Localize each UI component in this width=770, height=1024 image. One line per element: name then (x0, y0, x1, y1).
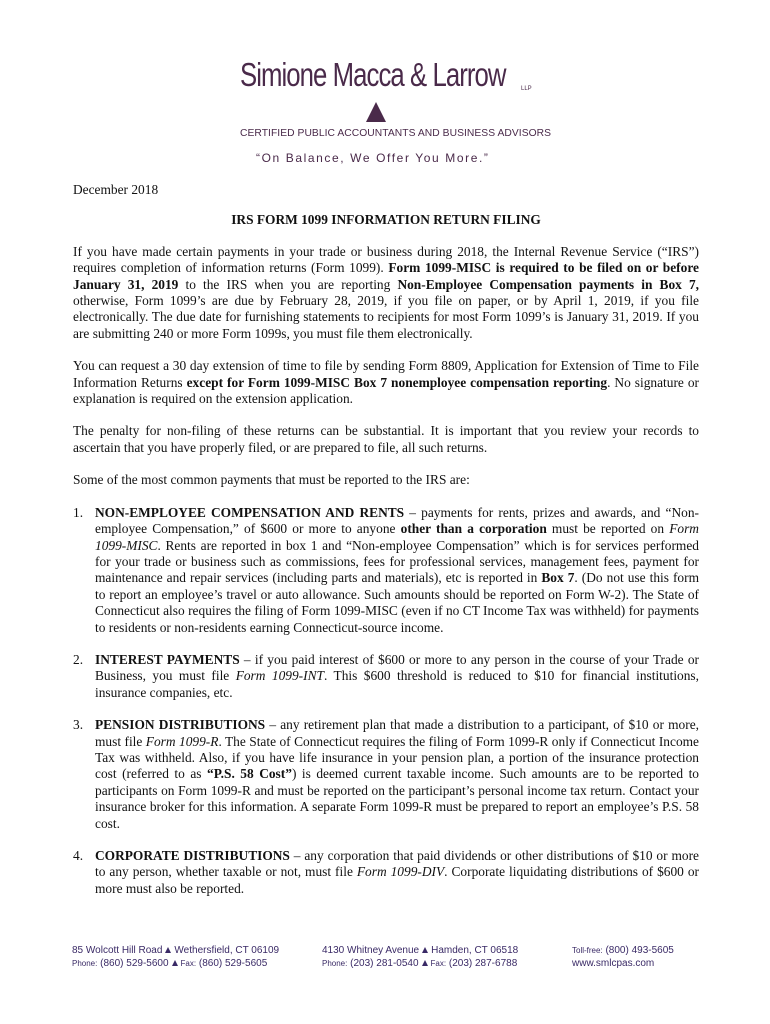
letter-body (73, 182, 699, 913)
list-item: 2. INTEREST PAYMENTS – if you paid interest of $600 or more to any person in the course of your Trade or Business, you must file Form 1099-INT. This $600 threshold is reduced to $10 for financial institutions, insurance companies, etc. (73, 651, 700, 700)
letterhead (0, 48, 770, 178)
triangle-separator-icon (422, 960, 428, 966)
logo-triangle-icon (365, 101, 387, 123)
firm-name-logo: Simione Macca & Larrow (240, 56, 506, 93)
firm-tagline: CERTIFIED PUBLIC ACCOUNTANTS AND BUSINESS ADVISORS (240, 128, 552, 139)
penalty-paragraph: The penalty for non-filing of these returns can be substantial. It is important that you review your records to ascertain that you have properly filed, or are prepared to file, all such returns. (73, 423, 699, 455)
payment-types-list (73, 505, 699, 898)
website-link[interactable]: www.smlcpas.com (572, 958, 655, 969)
list-item: 3. PENSION DISTRIBUTIONS – any retirement plan that made a distribution to a participant, of $10 or more, must file Form 1099-R. The State of Connecticut requires the filing of Form 1099-R only if Connecticut Income Tax was withheld. Also, if you have life insurance in your pension plan, a portion of the insurance protection cost (referred to as “P.S. 58 Cost”) is deemed current taxable income. Such amounts are to be reported to participants on Form 1099-R and must be reported on the participant’s personal income tax return. Contact your insurance broker for this information. A separate Form 1099-R must be prepared to report an employee’s P.S. 58 cost. (73, 717, 700, 831)
common-payments-intro: Some of the most common payments that must be reported to the IRS are: (73, 472, 470, 488)
list-item: 4. CORPORATE DISTRIBUTIONS – any corporation that paid dividends or other distributions of $10 or more to any person, whether taxable or not, must file Form 1099-DIV. Corporate liquidating distributions of $600 or more must also be reported. (73, 848, 699, 896)
list-item: 1. NON-EMPLOYEE COMPENSATION AND RENTS – payments for rents, prizes and awards, and “Non-employee Compensation,” of $600 or more to anyone other than a corporation must be reported on Form 1099-MISC. Rents are reported in box 1 and “Non-employee Compensation” which is for services performed for your trade or business such as commissions, fees for professional services, management fees, payment for maintenance and repair services (including parts and materials), etc is reported in Box 7. (Do not use this form to report an employee’s travel or auto allowance. Such amounts should be reported on Form W-2). The State of Connecticut also requires the filing of Form 1099-MISC (even if no CT Income Tax was withheld) for payments to residents or non-residents earning Connecticut-source income. (73, 504, 700, 635)
letter-footer (72, 944, 702, 974)
triangle-separator-icon (422, 947, 428, 953)
triangle-separator-icon (165, 947, 171, 953)
letter-title: IRS FORM 1099 INFORMATION RETURN FILING (231, 212, 541, 228)
footer-office-hamden: 4130 Whitney Avenue Hamden, CT 06518 Phone: (203) 281-0540 Fax: (203) 287-6788 (322, 945, 519, 969)
firm-motto: “On Balance, We Offer You More.” (256, 151, 490, 165)
letter-date: December 2018 (73, 182, 159, 197)
footer-office-wethersfield: 85 Wolcott Hill Road Wethersfield, CT 06109 Phone: (860) 529-5600 Fax: (860) 529-5605 (72, 945, 280, 969)
triangle-separator-icon (172, 960, 178, 966)
firm-llp: LLP (521, 86, 532, 92)
extension-paragraph: You can request a 30 day extension of time to file by sending Form 8809, Application for Extension of Time to File Information Returns except for Form 1099-MISC Box 7 nonemployee compensation reporting. No signature or explanation is required on the extension application. (73, 358, 700, 407)
footer-contact: Toll-free: (800) 493-5605 www.smlcpas.com (572, 945, 674, 969)
intro-paragraph: If you have made certain payments in your trade or business during 2018, the Internal Revenue Service (“IRS”) requires completion of information returns (Form 1099). Form 1099-MISC is required to be filed on or before January 31, 2019 to the IRS when you are reporting Non-Employee Compensation payments in Box 7, otherwise, Form 1099’s are due by February 28, 2019, if you file on paper, or by April 1, 2019, if you file electronically. The due date for furnishing statements to recipients for most Form 1099’s is January 31, 2019. If you are submitting 240 or more Form 1099s, you must file them electronically. (73, 243, 699, 341)
